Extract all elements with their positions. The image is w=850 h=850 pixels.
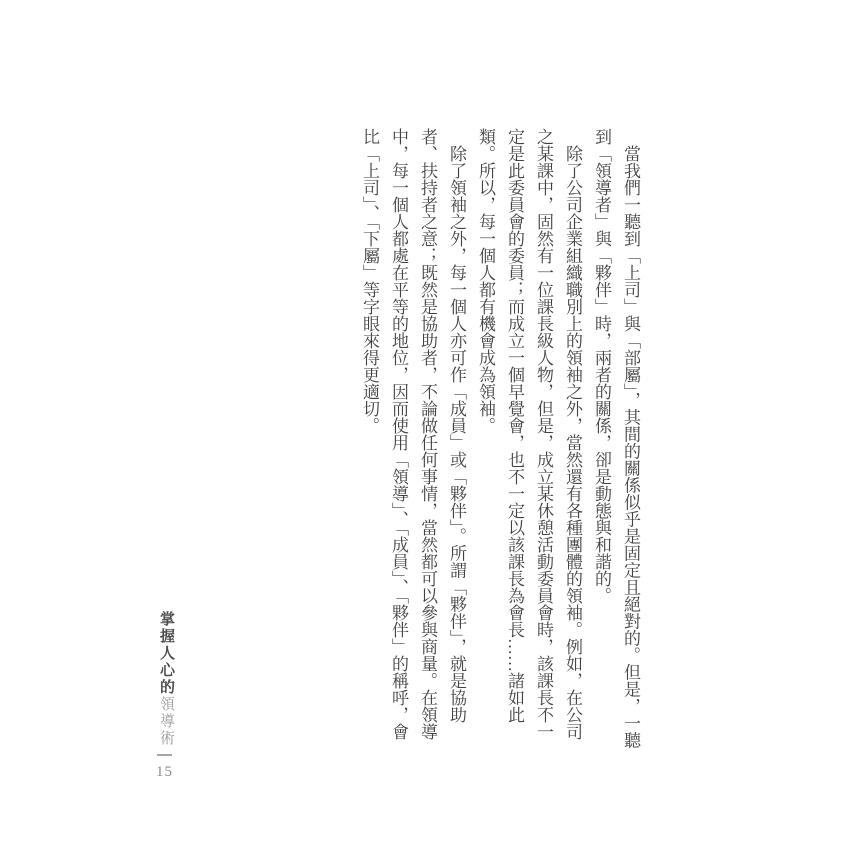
paragraph-3: 除了領袖之外，每一個人亦可作「成員」或「夥伴」。所謂「夥伴」，就是協助者、扶持者之意；既然是協助者，不論做任何事情，當然都可以參與商量。在領導中，每一個人都處在平等的地位，因而使用「領導」、「成員」、「夥伴」的稱呼，會比「上司」、「下屬」等字眼來得更適切。: [360, 128, 466, 740]
body-text: [355, 128, 645, 752]
running-book-title: [155, 611, 177, 747]
footer-divider: [157, 754, 172, 756]
book-title-main: 掌握人心的: [158, 611, 174, 696]
paragraph-2: 除了公司企業組織職別上的領袖之外，當然還有各種團體的領袖。例如，在公司之某課中，固然有一位課長級人物，但是，成立某休憩活動委員會時，該課長不一定是此委員會的委員；而成立一個早覺會，也不一定以該課長為會長……諸如此類。所以，每一個人都有機會成為領袖。: [476, 128, 582, 740]
book-title-sub: 領導術: [158, 696, 174, 747]
paragraph-1: 當我們一聽到「上司」與「部屬」，其間的關係似乎是固定且絕對的。但是，一聽到「領導者」與「夥伴」時，兩者的關係，卻是動態與和諧的。: [592, 128, 640, 749]
page-number: 15: [156, 764, 173, 780]
